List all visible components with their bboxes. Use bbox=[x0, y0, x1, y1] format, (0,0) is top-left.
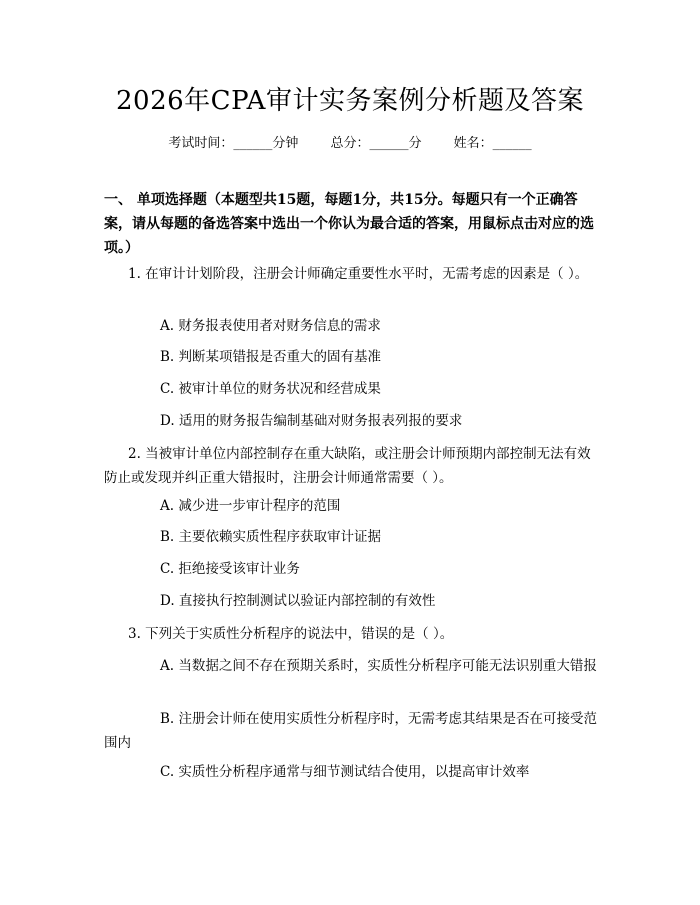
page-title: 2026年CPA审计实务案例分析题及答案 bbox=[116, 86, 584, 116]
candidate-name: 姓名：______ bbox=[453, 136, 532, 151]
question-2-option-c[interactable]: C. 拒绝接受该审计业务 bbox=[160, 561, 300, 577]
total-score: 总分：______分 bbox=[330, 136, 422, 151]
question-3-option-b[interactable]: B. 注册会计师在使用实质性分析程序时，无需考虑其结果是否在可接受范围内 bbox=[104, 711, 598, 751]
question-2-option-a[interactable]: A. 减少进一步审计程序的范围 bbox=[160, 498, 341, 514]
question-3-stem: 3. 下列关于实质性分析程序的说法中，错误的是（ ）。 bbox=[128, 626, 454, 642]
question-2-option-d[interactable]: D. 直接执行控制测试以验证内部控制的有效性 bbox=[160, 593, 436, 609]
question-3-option-a[interactable]: A. 当数据之间不存在预期关系时，实质性分析程序可能无法识别重大错报 bbox=[160, 658, 597, 674]
question-1-option-b[interactable]: B. 判断某项错报是否重大的固有基准 bbox=[160, 349, 382, 365]
question-1-option-a[interactable]: A. 财务报表使用者对财务信息的需求 bbox=[160, 318, 381, 334]
question-1-option-d[interactable]: D. 适用的财务报告编制基础对财务报表列报的要求 bbox=[160, 413, 463, 429]
question-1-option-c[interactable]: C. 被审计单位的财务状况和经营成果 bbox=[160, 381, 381, 397]
exam-time: 考试时间：______分钟 bbox=[168, 136, 299, 151]
exam-meta bbox=[0, 132, 700, 151]
question-1-stem: 1. 在审计计划阶段，注册会计师确定重要性水平时，无需考虑的因素是（ ）。 bbox=[128, 266, 589, 282]
question-2-stem: 2. 当被审计单位内部控制存在重大缺陷，或注册会计师预期内部控制无法有效防止或发现并纠正重大错报时，注册会计师通常需要（ ）。 bbox=[104, 446, 591, 486]
question-3-option-c[interactable]: C. 实质性分析程序通常与细节测试结合使用，以提高审计效率 bbox=[160, 764, 530, 780]
section-heading: 一、 单项选择题（本题型共15题，每题1分，共15分。每题只有一个正确答案，请从每题的备选答案中选出一个你认为最合适的答案，用鼠标点击对应的选项。） bbox=[104, 192, 594, 256]
question-2-option-b[interactable]: B. 主要依赖实质性程序获取审计证据 bbox=[160, 529, 382, 545]
